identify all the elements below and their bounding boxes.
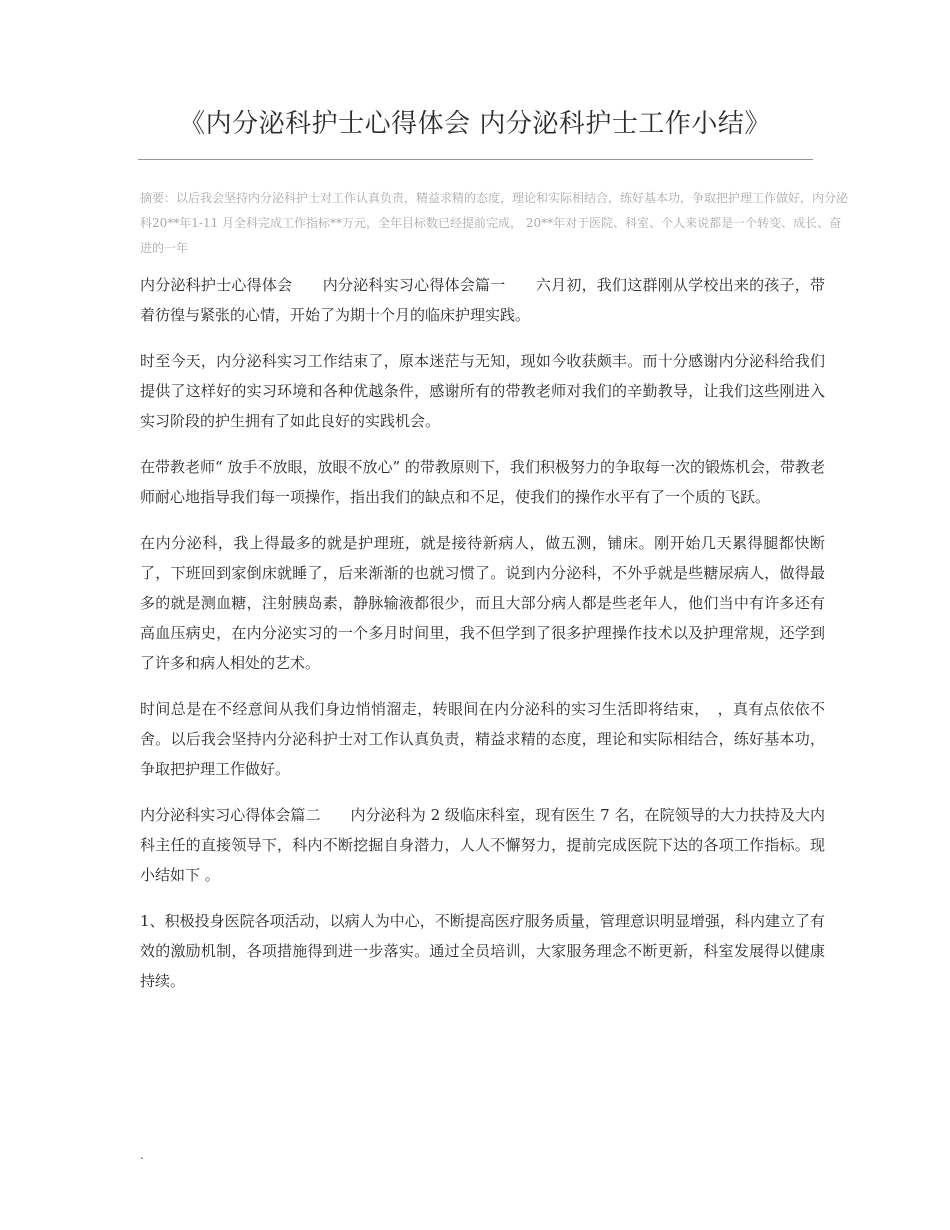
paragraph: 1、积极投身医院各项活动，以病人为中心，不断提高医疗服务质量，管理意识明显增强，科内建立了有效的激励机制，各项措施得到进一步落实。通过全员培训，大家服务理念不断更新，科室发展得以健康持续。 <box>140 912 825 990</box>
paragraph: 在带教老师“ 放手不放眼，放眼不放心” 的带教原则下，我们积极努力的争取每一次的锻炼机会，带教老师耐心地指导我们每一项操作，指出我们的缺点和不足，使我们的操作水平有了一个质的飞跃。 <box>140 458 825 506</box>
abstract-text: 摘要：以后我会坚持内分泌科护士对工作认真负责，精益求精的态度，理论和实际相结合，练好基本功，争取把护理工作做好，内分泌科20**年1-11 月全科完成工作指标**万元，全年目标数已经提前完成， 20**年对于医院、科室、个人来说都是一个转变、成长、奋进的一年 <box>140 191 849 255</box>
paragraph: 内分泌科护士心得体会 内分泌科实习心得体会篇一 六月初，我们这群刚从学校出来的孩子，带着彷徨与紧张的心情，开始了为期十个月的临床护理实践。 <box>140 276 825 324</box>
footer-mark: . <box>140 1148 144 1162</box>
paragraph: 时间总是在不经意间从我们身边悄悄溜走，转眼间在内分泌科的实习生活即将结束， ，真有点依依不舍。以后我会坚持内分泌科护士对工作认真负责，精益求精的态度，理论和实际相结合，练好基本功，争取把护理工作做好。 <box>140 700 825 778</box>
paragraph: 时至今天，内分泌科实习工作结束了，原本迷茫与无知，现如今收获颇丰。而十分感谢内分泌科给我们提供了这样好的实习环境和各种优越条件，感谢所有的带教老师对我们的辛勤教导，让我们这些刚进入实习阶段的护生拥有了如此良好的实践机会。 <box>140 352 825 430</box>
title-divider <box>138 159 813 160</box>
paragraph: 内分泌科实习心得体会篇二 内分泌科为 2 级临床科室，现有医生 7 名，在院领导的大力扶持及大内科主任的直接领导下，科内不断挖掘自身潜力，人人不懈努力，提前完成医院下达的各项工作指标。现小结如下 。 <box>140 806 825 884</box>
paragraph: 在内分泌科，我上得最多的就是护理班，就是接待新病人，做五测，铺床。刚开始几天累得腿都快断了，下班回到家倒床就睡了，后来渐渐的也就习惯了。说到内分泌科，不外乎就是些糖尿病人，做得最多的就是测血糖，注射胰岛素，静脉输液都很少，而且大部分病人都是些老年人，他们当中有许多还有高血压病史，在内分泌实习的一个多月时间里，我不但学到了很多护理操作技术以及护理常规，还学到了许多和病人相处的艺术。 <box>140 534 825 672</box>
document-title: 《内分泌科护士心得体会 内分泌科护士工作小结》 <box>179 109 771 139</box>
document-body <box>140 270 825 1012</box>
